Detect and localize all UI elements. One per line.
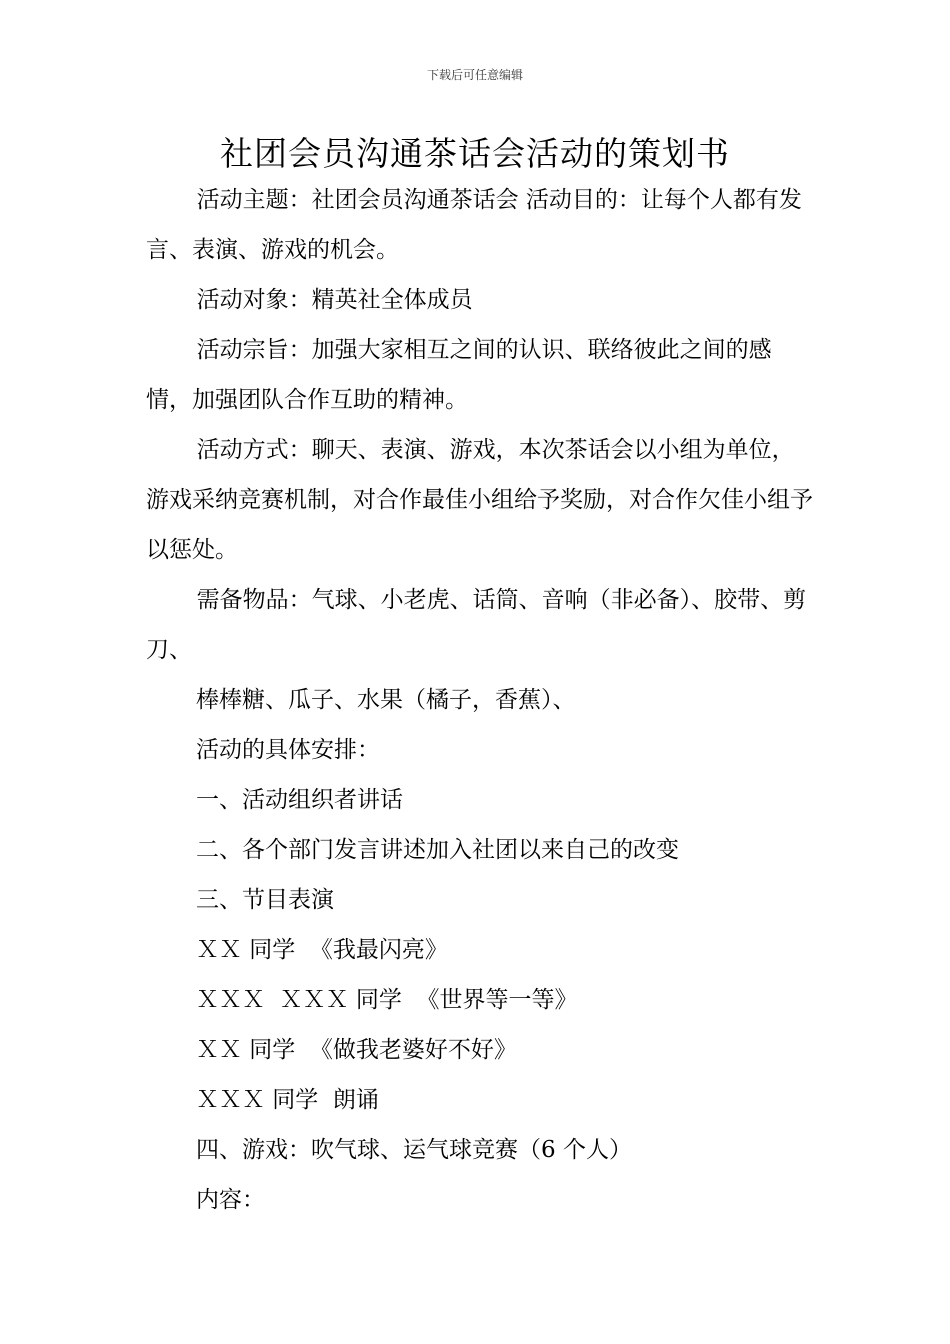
paragraph-target: 活动对象：精英社全体成员 xyxy=(196,287,473,313)
schedule-heading: 活动的具体安排： xyxy=(196,737,380,763)
paragraph-theme: 活动主题：社团会员沟通茶话会 活动目的：让每个人都有发言、表演、游戏的机会。 xyxy=(146,187,802,263)
document-title: 社团会员沟通茶话会活动的策划书 xyxy=(220,134,730,173)
header-note: 下载后可任意编辑 xyxy=(426,68,523,82)
performance-4: ＸＸＸ 同学 朗诵 xyxy=(196,1087,379,1113)
line-snacks: 棒棒糖、瓜子、水果（橘子，香蕉）、 xyxy=(196,687,576,713)
schedule-item-3: 三、节目表演 xyxy=(196,887,334,913)
paragraph-method: 活动方式：聊天、表演、游戏，本次茶话会以小组为单位，游戏采纳竞赛机制，对合作最佳小组给予奖励，对合作欠佳小组予以惩处。 xyxy=(146,437,813,563)
paragraph-purpose: 活动宗旨：加强大家相互之间的认识、联络彼此之间的感情，加强团队合作互助的精神。 xyxy=(146,337,772,413)
schedule-item-4: 四、游戏：吹气球、运气球竞赛（6 个人） xyxy=(196,1137,632,1163)
performance-3: ＸＸ 同学 《做我老婆好不好》 xyxy=(196,1037,517,1063)
paragraph-supplies: 需备物品：气球、小老虎、话筒、音响（非必备）、胶带、剪刀、 xyxy=(146,587,807,663)
schedule-item-1: 一、活动组织者讲话 xyxy=(196,787,403,813)
performance-2: ＸＸＸ ＸＸＸ 同学 《世界等一等》 xyxy=(196,987,578,1013)
performance-1: ＸＸ 同学 《我最闪亮》 xyxy=(196,937,448,963)
schedule-item-2: 二、各个部门发言讲述加入社团以来自己的改变 xyxy=(196,837,679,863)
document-body xyxy=(146,175,814,1225)
content-label: 内容： xyxy=(196,1187,265,1213)
